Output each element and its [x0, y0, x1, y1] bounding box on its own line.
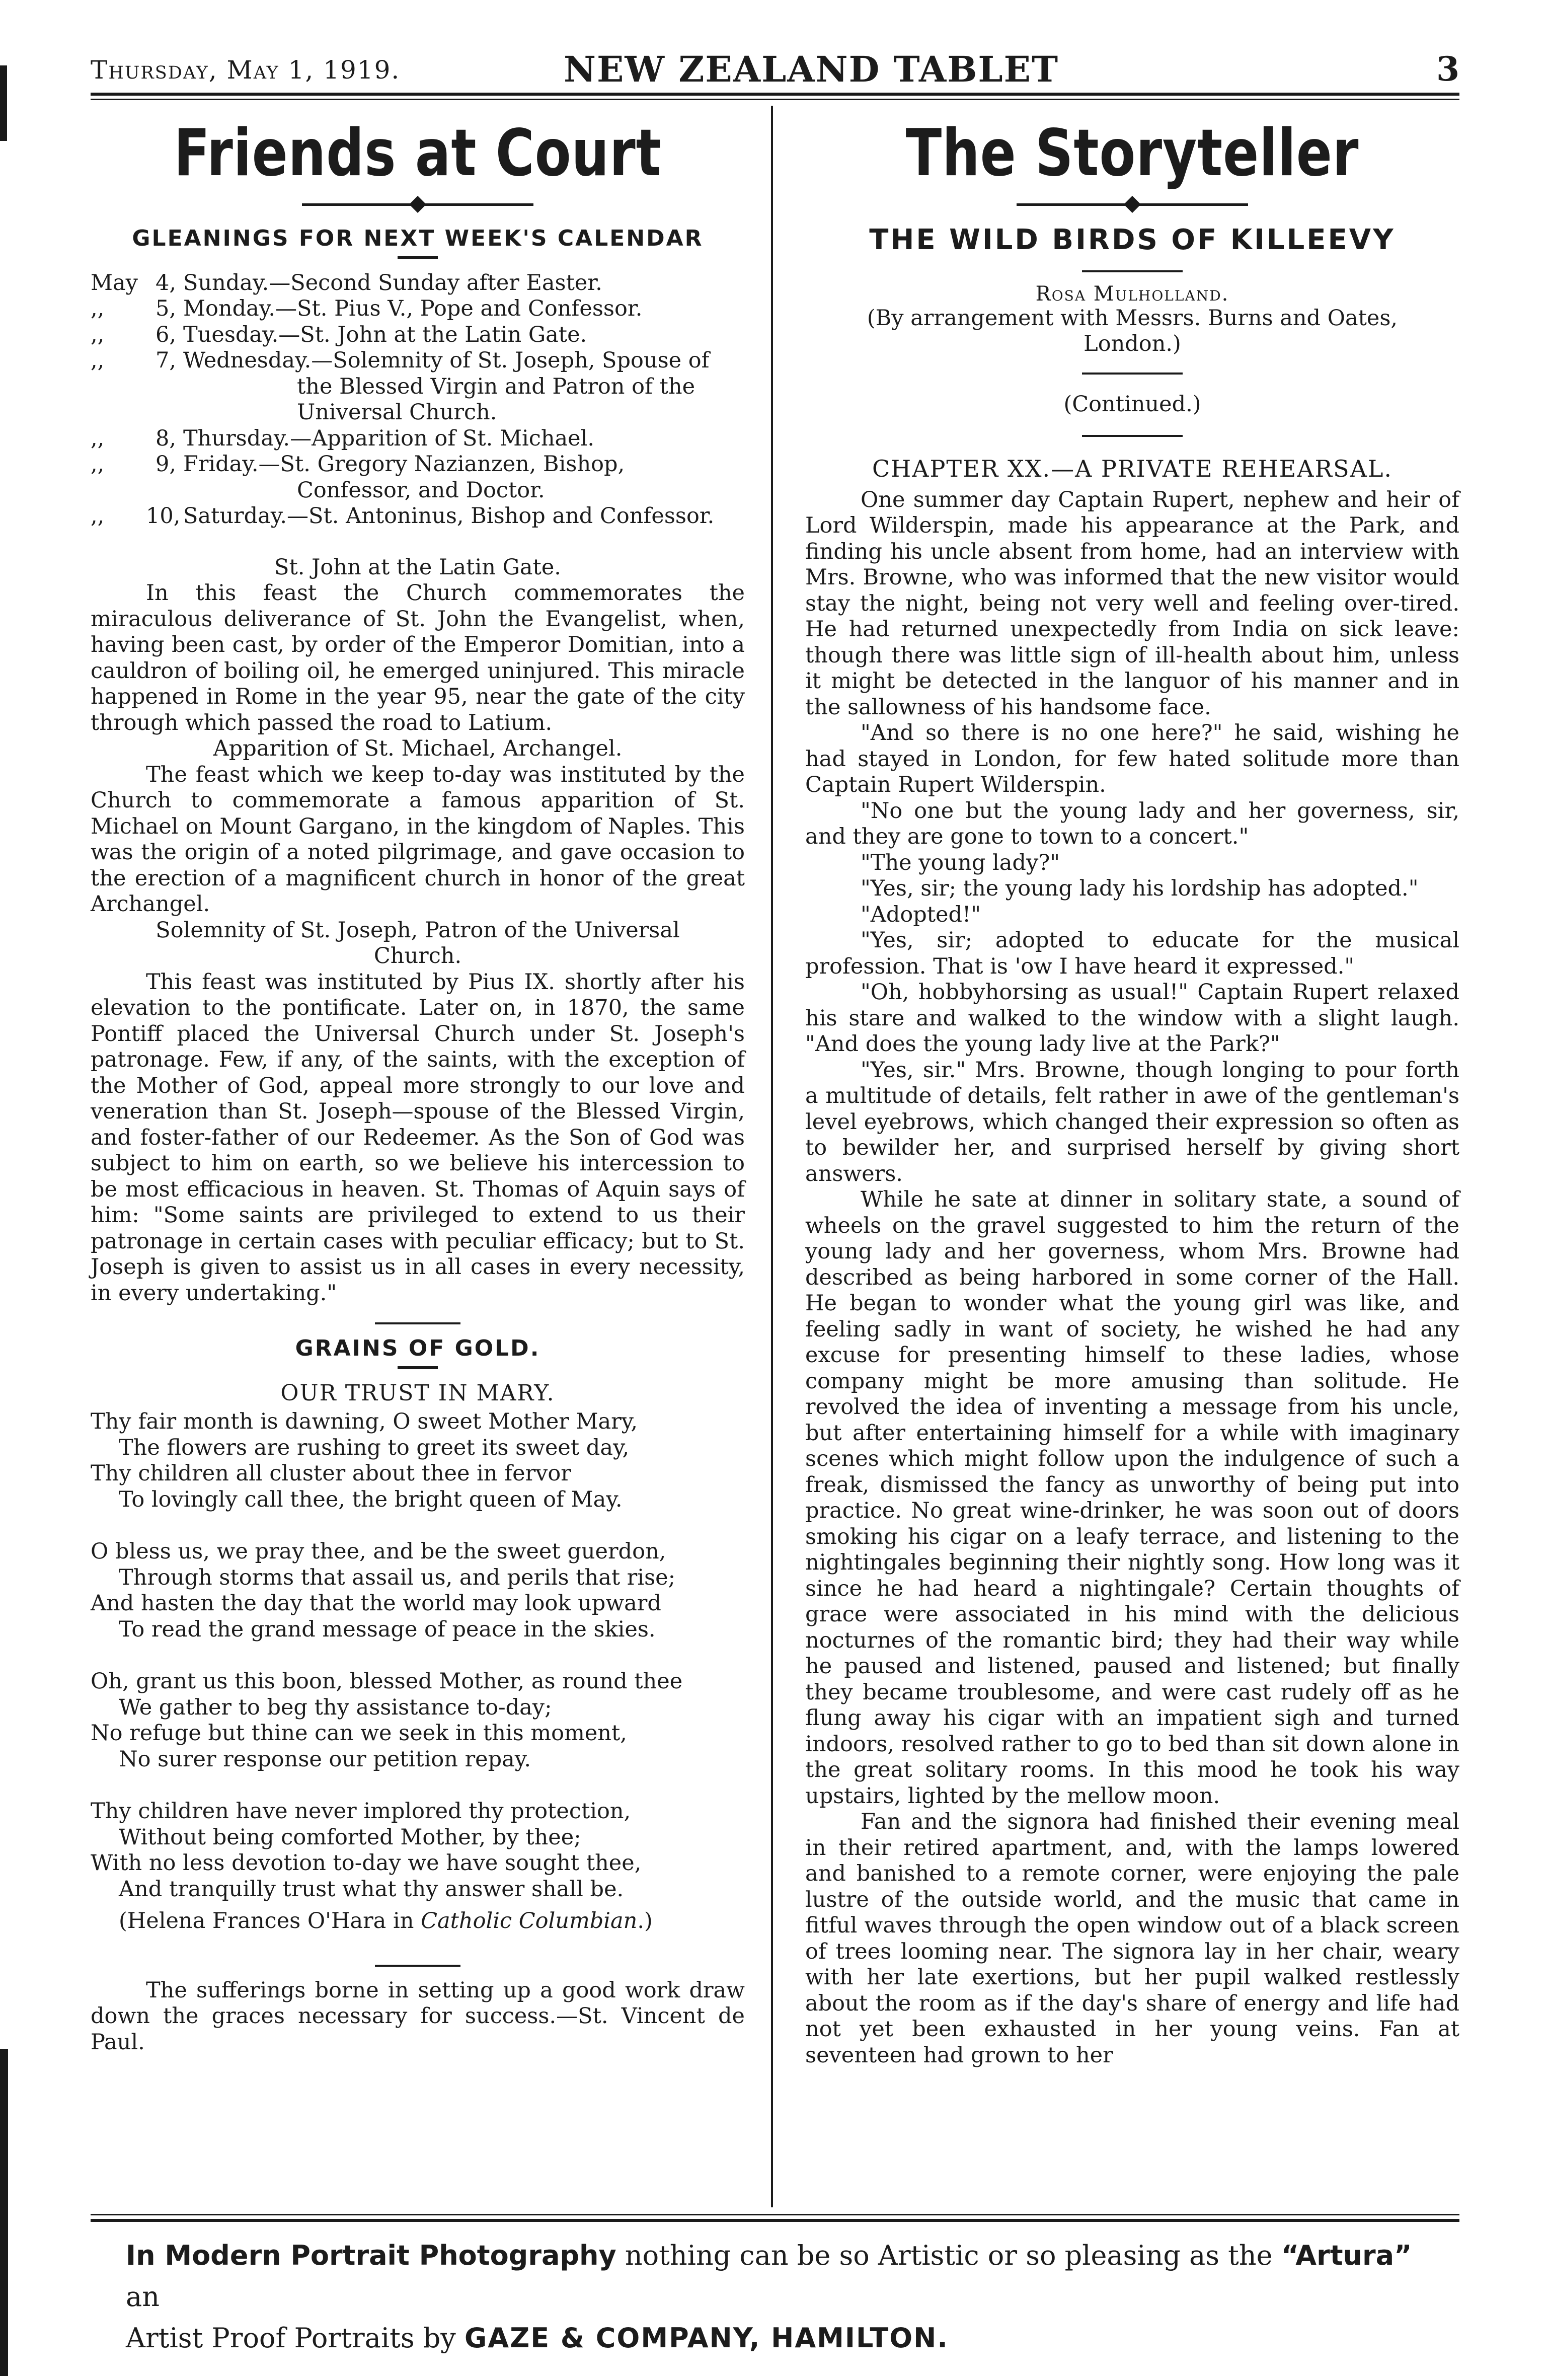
story-body [805, 487, 1459, 2069]
calendar-entry [91, 270, 745, 296]
ornament-rule [91, 189, 745, 219]
calendar-day: 5, [155, 296, 176, 322]
poem-line: Thy children have never implored thy protection, [91, 1799, 631, 1824]
section-title: The Storyteller [905, 116, 1359, 191]
calendar-entry [91, 296, 745, 322]
calendar-month: ,, [91, 296, 105, 322]
calendar-description: Saturday.—St. Antoninus, Bishop and Confessor. [183, 503, 715, 529]
poem-line: Thy children all cluster about thee in fervor [91, 1461, 571, 1486]
poem-credit-end: .) [637, 1908, 653, 1934]
issue-date: Thursday, May 1, 1919. [91, 55, 401, 85]
calendar-text [146, 322, 745, 348]
story-author: Rosa Mulholland. [1035, 282, 1229, 306]
poem-line: Thy fair month is dawning, O sweet Mother Mary, [91, 1409, 638, 1435]
divider [398, 1366, 438, 1369]
story-paragraph: "Yes, sir." Mrs. Browne, though longing to pour forth a multitude of details, felt rather in awe of the gentleman's level eyebrows, which changed their expression so often as to bewilder her, and surprised herself by giving short answers. [805, 1057, 1459, 1186]
ad-line-1 [126, 2235, 1434, 2318]
calendar-entry [91, 503, 745, 530]
calendar-day: 6, [155, 322, 176, 347]
calendar-text [146, 270, 745, 296]
story-paragraph: "Adopted!" [861, 902, 981, 927]
calendar-description: Wednesday.—Solemnity of St. Joseph, Spouse of the Blessed Virgin and Patron of the Universal Church. [183, 348, 710, 425]
poem-credit-source: Catholic Columbian [421, 1908, 638, 1934]
divider [375, 1322, 460, 1324]
poem-line: No surer response our petition repay. [119, 1746, 531, 1772]
right-column [805, 103, 1459, 2068]
calendar-description: Tuesday.—St. John at the Latin Gate. [183, 322, 587, 347]
story-paragraph: "And so there is no one here?" he said, wishing he had stayed in London, for few hated solitude more than Captain Rupert Wilderspin. [805, 720, 1459, 798]
story-title: THE WILD BIRDS OF KILLEEVY [869, 223, 1396, 256]
poem-stanza [91, 1799, 745, 1902]
poem-credit-author: (Helena Frances O'Hara in [119, 1908, 421, 1934]
section-title: Friends at Court [174, 116, 662, 191]
binding-mark [0, 2049, 8, 2376]
poem-line: The flowers are rushing to greet its sweet day, [119, 1435, 630, 1460]
calendar-description: Sunday.—Second Sunday after Easter. [183, 270, 602, 295]
poem-line: To lovingly call thee, the bright queen of May. [119, 1486, 623, 1512]
column-divider [771, 106, 773, 2207]
divider [375, 1965, 460, 1967]
calendar-day: 7, [155, 348, 176, 374]
calendar-text [146, 452, 745, 503]
divider [1082, 270, 1183, 272]
poem-title: OUR TRUST IN MARY. [280, 1380, 555, 1406]
poem-line: No refuge but thine can we seek in this moment, [91, 1721, 627, 1746]
calendar-entry [91, 322, 745, 348]
advertisement [126, 2235, 1434, 2359]
ad-text: nothing can be so Artistic or so pleasing as the [616, 2240, 1281, 2271]
header-rule [91, 93, 1459, 96]
feast-title: Solemnity of St. Joseph, Patron of the Universal Church. [156, 917, 680, 969]
calendar-entry [91, 348, 745, 426]
page-header [91, 46, 1459, 97]
calendar-day: 10, [146, 503, 181, 529]
ad-text: Artist Proof Portraits by [126, 2322, 465, 2354]
story-paragraph: "No one but the young lady and her governess, sir, and they are gone to town to a concert." [805, 798, 1459, 850]
calendar-month: ,, [91, 503, 105, 529]
closing-quote: The sufferings borne in setting up a good work draw down the graces necessary for success.—St. Vincent de Paul. [91, 1977, 745, 2055]
calendar-entry [91, 426, 745, 452]
feast-section [91, 555, 745, 1307]
calendar-heading: GLEANINGS FOR NEXT WEEK'S CALENDAR [132, 225, 704, 251]
calendar-month: ,, [91, 322, 105, 347]
footer-rule [91, 2214, 1459, 2215]
poem-line: Without being comforted Mother, by thee; [119, 1824, 581, 1850]
calendar-text [146, 426, 745, 452]
poem-stanza [91, 1669, 745, 1772]
page-number: 3 [1436, 49, 1459, 89]
poem-line: With no less devotion to-day we have sought thee, [91, 1850, 642, 1876]
calendar-day: 8, [155, 425, 176, 451]
divider [1082, 373, 1183, 375]
poem-line: And tranquilly trust what thy answer shall be. [119, 1876, 624, 1902]
calendar-month: ,, [91, 452, 105, 477]
calendar-text [146, 348, 745, 426]
calendar-day: 4, [155, 270, 176, 295]
story-arrangement: (By arrangement with Messrs. Burns and Oates, London.) [867, 305, 1398, 357]
header-rule [91, 99, 1459, 100]
calendar-description: Monday.—St. Pius V., Pope and Confessor. [183, 296, 643, 322]
ad-brand: “Artura” [1281, 2240, 1412, 2271]
calendar-text [146, 296, 745, 322]
feast-title: Apparition of St. Michael, Archangel. [213, 736, 623, 762]
divider [398, 256, 438, 259]
ad-text: an [126, 2281, 160, 2313]
left-column [91, 103, 745, 2055]
story-paragraph: "Yes, sir; adopted to educate for the musical profession. That is 'ow I have heard it expressed." [805, 928, 1459, 979]
chapter-heading: CHAPTER XX.—A PRIVATE REHEARSAL. [872, 455, 1393, 482]
poem-stanza [91, 1539, 745, 1643]
grains-heading: GRAINS OF GOLD. [295, 1335, 540, 1362]
story-paragraph: "Oh, hobbyhorsing as usual!" Captain Rupert relaxed his stare and walked to the window with a slight laugh. "And does the young lady live at the Park?" [805, 980, 1459, 1057]
footer-rule [91, 2219, 1459, 2222]
poem-line: Through storms that assail us, and perils that rise; [119, 1565, 676, 1590]
poem-credit [91, 1908, 745, 1935]
poem-line: And hasten the day that the world may look upward [91, 1591, 661, 1616]
publication-name: NEW ZEALAND TABLET [564, 48, 1059, 90]
poem-line: To read the grand message of peace in the skies. [119, 1616, 656, 1642]
calendar-month: ,, [91, 348, 105, 374]
poem-stanza [91, 1409, 745, 1513]
ad-headline: In Modern Portrait Photography [126, 2240, 616, 2271]
calendar-entry [91, 452, 745, 503]
poem [91, 1409, 745, 1902]
poem-line: We gather to beg thy assistance to-day; [119, 1694, 552, 1720]
ad-line-2 [126, 2318, 1434, 2359]
feast-body: In this feast the Church commemorates the miraculous deliverance of St. John the Evangelist, when, having been cast, by order of the Emperor Domitian, into a cauldron of boiling oil, he emerged uninjured. This miracle happened in Rome in the year 95, near the gate of the city through which passed the road to Latium. [91, 580, 745, 735]
continued-note: (Continued.) [1063, 391, 1201, 417]
ornament-rule [805, 189, 1459, 219]
feast-body: This feast was instituted by Pius IX. shortly after his elevation to the pontificate. Later on, in 1870, the same Pontiff placed the Universal Church under St. Joseph's patronage. Few, if any, of the saints, with the exception of the Mother of God, appeal more strongly to our love and veneration than St. Joseph—spouse of the Blessed Virgin, and foster-father of our Redeemer. As the Son of God was subject to him on earth, so we believe his intercession to be most efficacious in heaven. St. Thomas of Aquin says of him: "Some saints are privileged to extend to us their patronage in certain cases with peculiar efficacy; but to St. Joseph is given to assist us in all cases in every necessity, in every undertaking." [91, 969, 745, 1306]
calendar-month: May [91, 270, 138, 295]
story-paragraph: "Yes, sir; the young lady his lordship has adopted." [861, 876, 1419, 902]
calendar-month: ,, [91, 425, 105, 451]
feast-title: St. John at the Latin Gate. [274, 554, 561, 580]
calendar-description: Friday.—St. Gregory Nazianzen, Bishop, Confessor, and Doctor. [183, 452, 625, 503]
binding-mark [0, 65, 7, 141]
ad-company: GAZE & COMPANY, HAMILTON. [464, 2322, 949, 2354]
poem-line: O bless us, we pray thee, and be the sweet guerdon, [91, 1539, 666, 1565]
story-paragraph: While he sate at dinner in solitary state, a sound of wheels on the gravel suggested to him the return of the young lady and her governess, whom Mrs. Browne had described as being harbored in some corner of the Hall. He began to wonder what the young girl was like, and feeling sadly in want of society, he wished he had any excuse for presenting himself to these ladies, whose company might be more amusing than solitude. He revolved the idea of inventing a message from his uncle, but after entertaining himself for a while with imaginary scenes which might follow upon the indulgence of such a freak, dismissed the fancy as unworthy of being put into practice. No great wine-drinker, he was soon out of doors smoking his cigar on a leafy terrace, and listening to the nightingales beginning their nightly song. How long was it since he had heard a nightingale? Certain thoughts of grace were associated in his mind with the delicious nocturnes of the romantic bird; they had their way while he paused and listened, paused and listened; but finally they became troublesome, and were cast rudely off as he flung away his cigar with an impatient sigh and turned indoors, resolved rather to go to bed than sit down alone in the great solitary rooms. In this mood he took his way upstairs, lighted by the mellow moon. [805, 1187, 1459, 1809]
story-paragraph: One summer day Captain Rupert, nephew and heir of Lord Wilderspin, made his appearance at the Park, and finding his uncle absent from home, had an interview with Mrs. Browne, who was informed that the new visitor would stay the night, being not very well and feeling over-tired. He had returned unexpectedly from India on sick leave: though there was little sign of ill-health about him, unless it might be detected in the languor of his manner and in the sallowness of his handsome face. [805, 487, 1459, 720]
calendar-text [146, 503, 745, 530]
story-paragraph: "The young lady?" [861, 850, 1060, 875]
calendar-description: Thursday.—Apparition of St. Michael. [183, 425, 595, 451]
divider [1082, 435, 1183, 437]
story-paragraph: Fan and the signora had finished their evening meal in their retired apartment, and, with the lamps lowered and banished to a remote corner, were enjoying the pale lustre of the outside world, and the music that came in fitful waves through the open window out of a black screen of trees looming near. The signora lay in her chair, weary with her late exertions, but her pupil walked restlessly about the room as if the day's share of energy and life had not yet been exhausted in her young veins. Fan at seventeen had grown to her [805, 1809, 1459, 2068]
calendar-day: 9, [155, 452, 176, 477]
poem-line: Oh, grant us this boon, blessed Mother, as round thee [91, 1669, 683, 1694]
calendar-list [91, 270, 745, 530]
feast-body: The feast which we keep to-day was instituted by the Church to commemorate a famous apparition of St. Michael on Mount Gargano, in the kingdom of Naples. This was the origin of a noted pilgrimage, and gave occasion to the erection of a magnificent church in honor of the great Archangel. [91, 762, 745, 917]
